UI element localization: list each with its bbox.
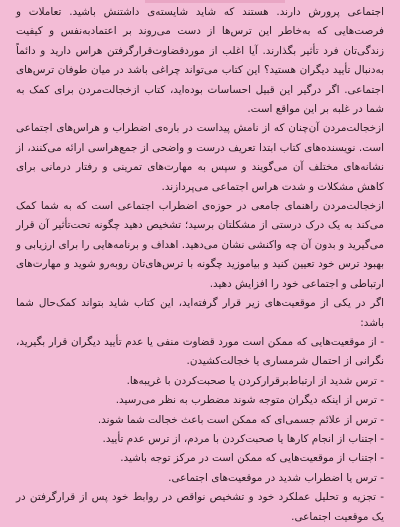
list-item: - اجتناب از انجام کارها یا صحبت‌کردن با مردم، از ترس عدم تأیید. (16, 430, 384, 449)
list-item: - اجتناب از موقعیت‌هایی که ممکن است در مرکز توجه باشید. (16, 449, 384, 468)
description-paragraph: ازخجالت‌مردن آن‌چنان که از نامش پیداست در باره‌ی اضطراب و هراس‌های اجتماعی است. نویسنده‌های کتاب ابتدا تعریف درست و واضحی از جمع‌هراسی ارائه می‌کنند، از نشانه‌های مختلف آن می‌گویند و سپس به مهارت‌های تمرینی و رفتار درمانی برای کاهش مشکلات و شدت هراس اجتماعی می‌پردازند. (16, 122, 384, 193)
list-item: - ترس یا اضطراب شدید در موقعیت‌های اجتماعی. (16, 469, 384, 488)
guide-paragraph: ازخجالت‌مردن راهنمای جامعی در حوزه‌ی اضطراب اجتماعی است که به شما کمک می‌کند به یک درک درستی از مشکلتان برسید؛ تشخیص دهید چگونه تحت‌تأثیر آن قرار می‌گیرید و بدون آن چه واکنشی نشان می‌دهید. اهداف و برنامه‌هایی را برای ارزیابی و بهبود ترس خود تعیین کنید و بیاموزید چگونه با ترس‌های‌تان روبه‌رو شوید و مهارت‌های ارتباطی و اجتماعی خود را افزایش دهید. (16, 200, 384, 290)
intro-paragraph: اجتماعی پرورش دارند. هستند که شاید شایسته‌ی داشتنش باشید. تعاملات و فرصت‌هایی که به‌خاطر این ترس‌ها از دست می‌روند بر اعتمادبه‌نفس و کیفیت زندگی‌تان فرد تأثیر بگذارند. آیا اغلب از موردقضاوت‌قرارگرفتن هراس دارید و دائماً به‌دنبال تأیید دیگران هستید؟ این کتاب می‌تواند چراغی باشد در میان طوفان ترس‌های اجتماعی. اگر درگیر این قبیل احساسات بوده‌اید، کتاب ازخجالت‌مردن برای کمک به شما در غلبه بر این مواقع است. (16, 6, 384, 116)
list-intro: اگر در یکی از موقعیت‌های زیر قرار گرفته‌اید، این کتاب شاید بتواند کمک‌حال شما باشد: (16, 297, 384, 329)
top-decoration (145, 0, 285, 3)
list-item: - ترس از اینکه دیگران متوجه شوند مضطرب به نظر می‌رسید. (16, 391, 384, 410)
situations-list (16, 333, 384, 527)
list-item: - تجزیه و تحلیل عملکرد خود و تشخیص نواقص در روابط خود پس از قرارگرفتن در یک موقعیت اجتماعی. (16, 488, 384, 527)
list-item: - ترس شدید از ارتباط‌برقرارکردن یا صحبت‌کردن با غریبه‌ها. (16, 372, 384, 391)
list-item: - ترس از علائم جسمی‌ای که ممکن است باعث خجالت شما شوند. (16, 411, 384, 430)
list-item: - از موقعیت‌هایی که ممکن است مورد قضاوت منفی یا عدم تأیید دیگران قرار بگیرید، نگرانی از احتمال شرمساری یا خجالت‌کشیدن. (16, 333, 384, 372)
